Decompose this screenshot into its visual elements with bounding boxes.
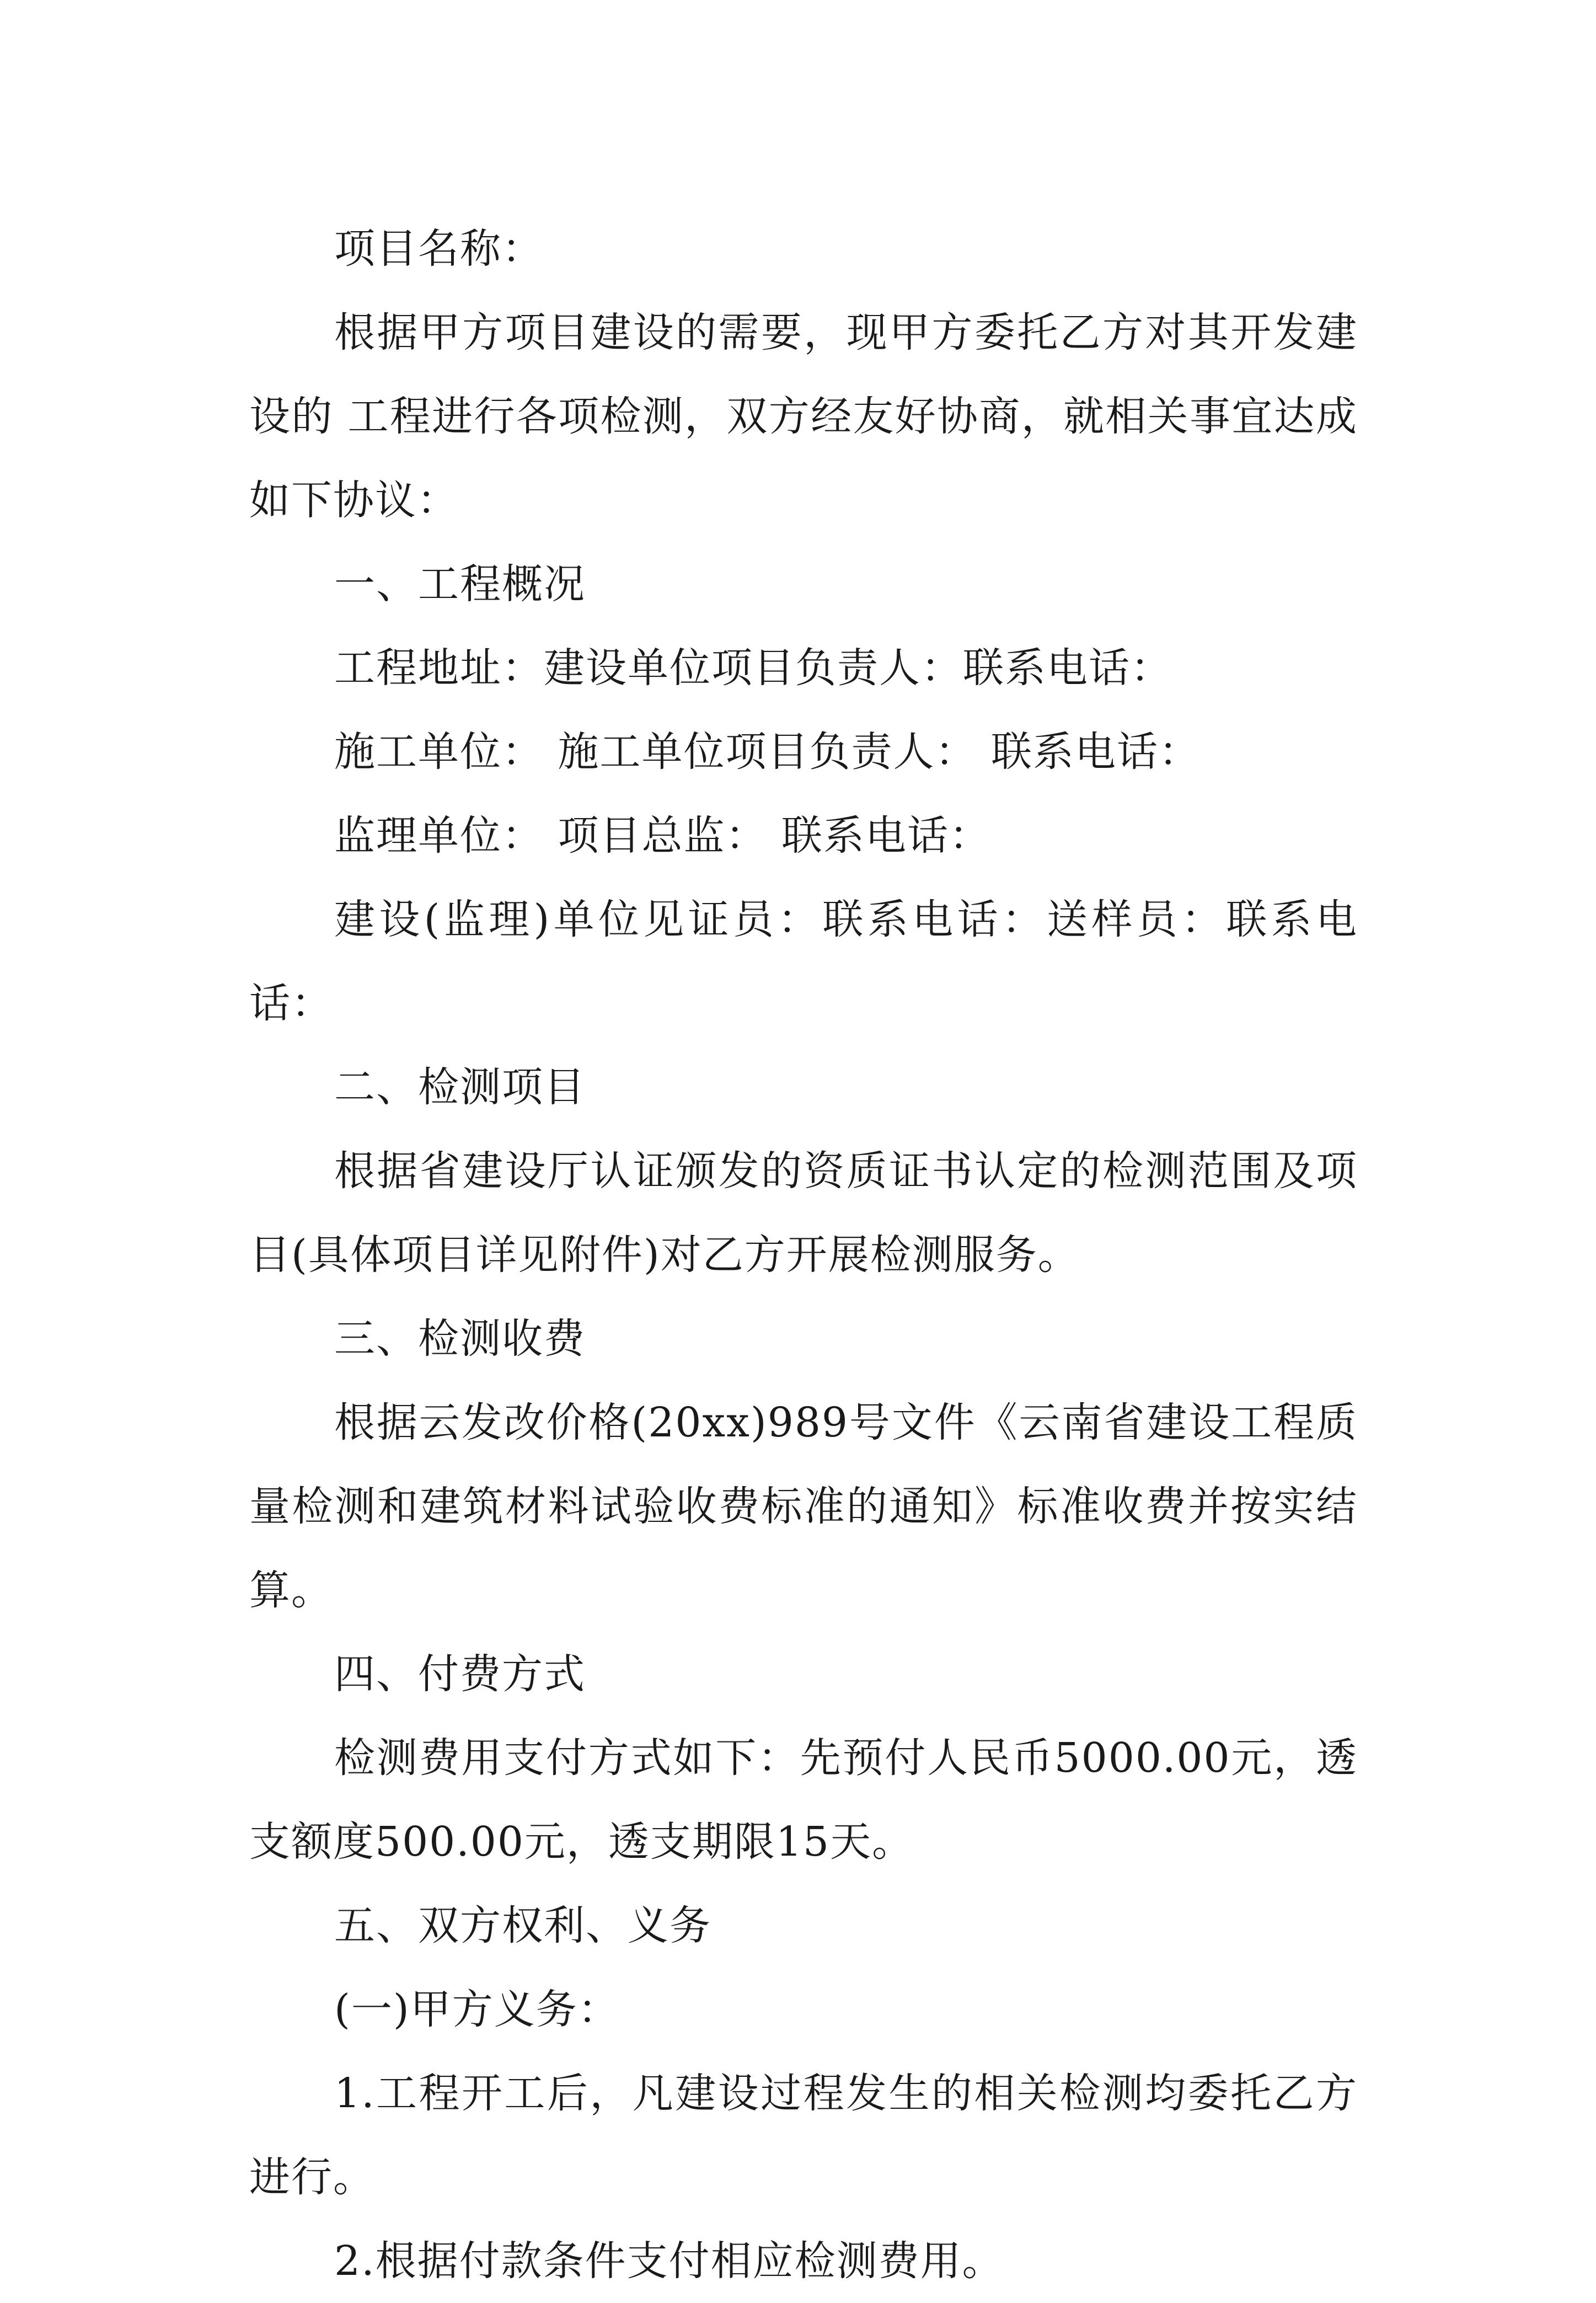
project-address-line: 工程地址：建设单位项目负责人：联系电话：	[334, 644, 1172, 692]
supervision-unit-line: 监理单位： 项目总监： 联系电话：	[334, 812, 992, 859]
witness-line: 建设(监理)单位见证员：联系电话：送样员：联系电话：	[249, 896, 1358, 1027]
obligation-item-1: 1.工程开工后，凡建设过程发生的相关检测均委托乙方进行。	[249, 2070, 1358, 2201]
payment-method-paragraph: 检测费用支付方式如下：先预付人民币5000.00元，透支额度500.00元，透支期限15天。	[249, 1734, 1358, 1866]
subsection-heading-party-a-obligations: (一)甲方义务：	[334, 1986, 620, 2033]
section-heading-test-fees: 三、检测收费	[334, 1315, 586, 1362]
project-name-label: 项目名称：	[334, 225, 544, 272]
test-items-paragraph: 根据省建设厅认证颁发的资质证书认定的检测范围及项目(具体项目详见附件)对乙方开展检测服务。	[249, 1147, 1358, 1279]
section-heading-rights-obligations: 五、双方权利、义务	[334, 1902, 711, 1949]
section-heading-test-items: 二、检测项目	[334, 1064, 586, 1111]
obligation-item-2: 2.根据付款条件支付相应检测费用。	[334, 2237, 1004, 2285]
section-heading-project-overview: 一、工程概况	[334, 560, 586, 608]
document-body	[249, 207, 1358, 2303]
agreement-intro-paragraph: 根据甲方项目建设的需要，现甲方委托乙方对其开发建设的 工程进行各项检测，双方经友好协商，就相关事宜达成如下协议：	[249, 309, 1358, 524]
section-heading-payment-method: 四、付费方式	[334, 1650, 586, 1698]
construction-unit-line: 施工单位： 施工单位项目负责人： 联系电话：	[334, 728, 1201, 776]
test-fees-paragraph: 根据云发改价格(20xx)989号文件《云南省建设工程质量检测和建筑材料试验收费标准的通知》标准收费并按实结算。	[249, 1399, 1358, 1614]
